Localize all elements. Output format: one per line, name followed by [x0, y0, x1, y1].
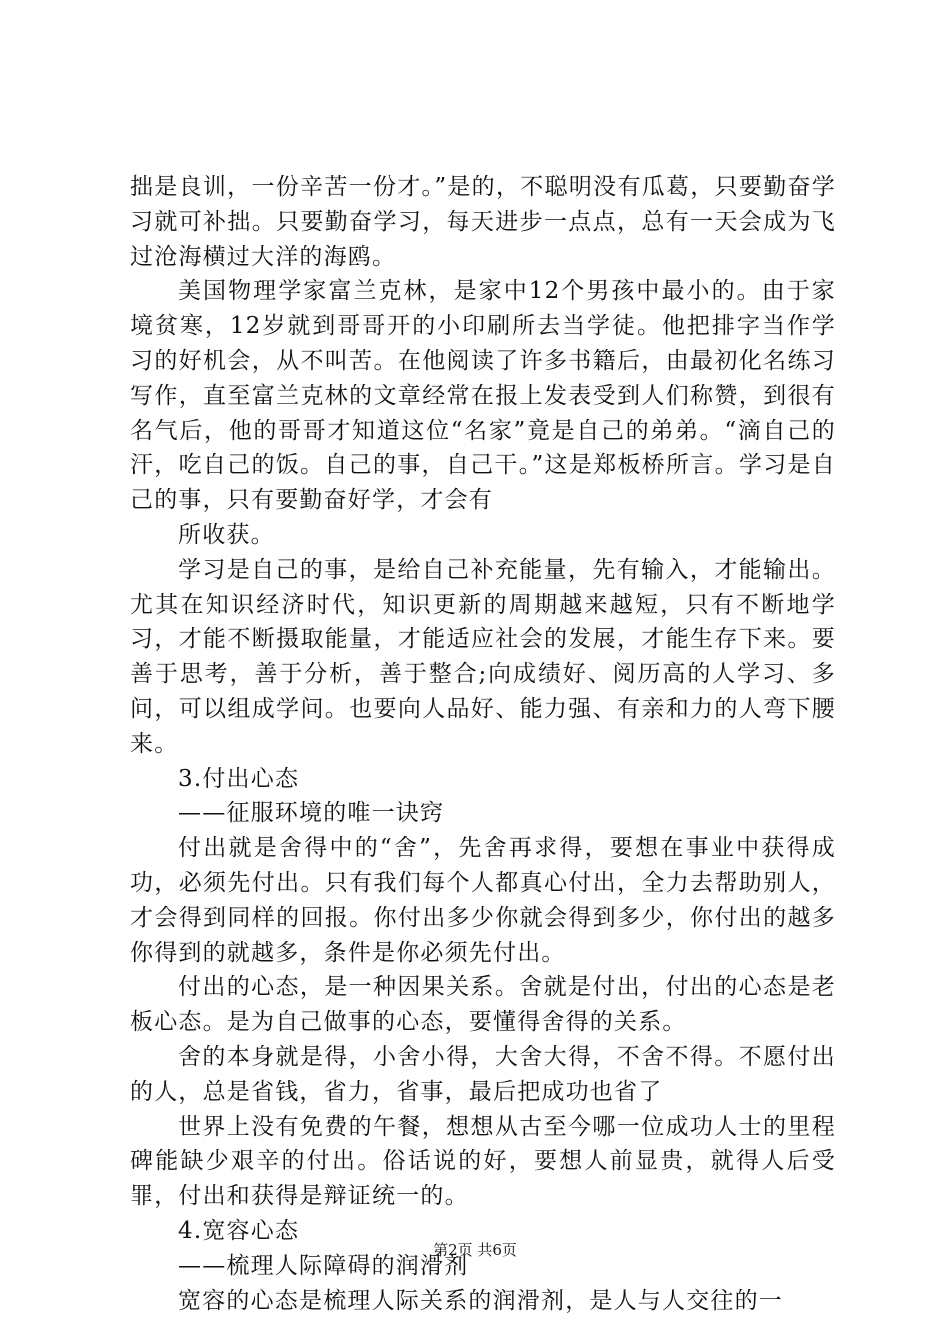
paragraph-7: 舍的本身就是得，小舍小得，大舍大得，不舍不得。不愿付出的人，总是省钱，省力，省事，最后把成功也省了: [130, 1043, 836, 1105]
section-subheading-3: ——征服环境的唯一诀窍: [178, 800, 445, 827]
paragraph-9: 宽容的心态是梳理人际关系的润滑剂，是人与人交往的一: [178, 1287, 783, 1314]
paragraph-1: 拙是良训，一份辛苦一份才。”是的，不聪明没有瓜葛，只要勤奋学习就可补拙。只要勤奋学习，每天进步一点点，总有一天会成为飞过沧海横过大洋的海鸥。: [130, 174, 836, 270]
page-footer: [0, 1240, 950, 1260]
paragraph-4: 学习是自己的事，是给自己补充能量，先有输入，才能输出。尤其在知识经济时代，知识更新的周期越来越短，只有不断地学习，才能不断摄取能量，才能适应社会的发展，才能生存下来。要善于思考，善于分析，善于整合;向成绩好、阅历高的人学习、多问，可以组成学问。也要向人品好、能力强、有亲和力的人弯下腰来。: [130, 556, 836, 757]
paragraph-5: 付出就是舍得中的“舍”，先舍再求得，要想在事业中获得成功，必须先付出。只有我们每个人都真心付出，全力去帮助别人，才会得到同样的回报。你付出多少你就会得到多少，你付出的越多你得到的就越多，条件是你必须先付出。: [130, 835, 836, 966]
section-subheading-4: ——梳理人际障碍的润滑剂: [178, 1252, 469, 1279]
section-heading-4: 4.宽容心态: [178, 1217, 300, 1244]
page-number-label: 第2页 共6页: [433, 1241, 517, 1259]
paragraph-3: 所收获。: [178, 521, 275, 548]
paragraph-8: 世界上没有免费的午餐，想想从古至今哪一位成功人士的里程碑能缺少艰辛的付出。俗话说的好，要想人前显贵，就得人后受罪，付出和获得是辩证统一的。: [130, 1113, 836, 1210]
section-heading-3: 3.付出心态: [178, 765, 300, 792]
document-body: [130, 170, 836, 1318]
paragraph-6: 付出的心态，是一种因果关系。舍就是付出，付出的心态是老板心态。是为自己做事的心态，要懂得舍得的关系。: [130, 974, 836, 1036]
paragraph-2: 美国物理学家富兰克林，是家中12个男孩中最小的。由于家境贫寒，12岁就到哥哥开的小印刷所去当学徒。他把排字当作学习的好机会，从不叫苦。在他阅读了许多书籍后，由最初化名练习写作，直至富兰克林的文章经常在报上发表受到人们称赞，到很有名气后，他的哥哥才知道这位“名家”竟是自己的弟弟。“滴自己的汗，吃自己的饭。自己的事，自己干。”这是郑板桥所言。学习是自己的事，只有要勤奋好学，才会有: [130, 278, 836, 514]
